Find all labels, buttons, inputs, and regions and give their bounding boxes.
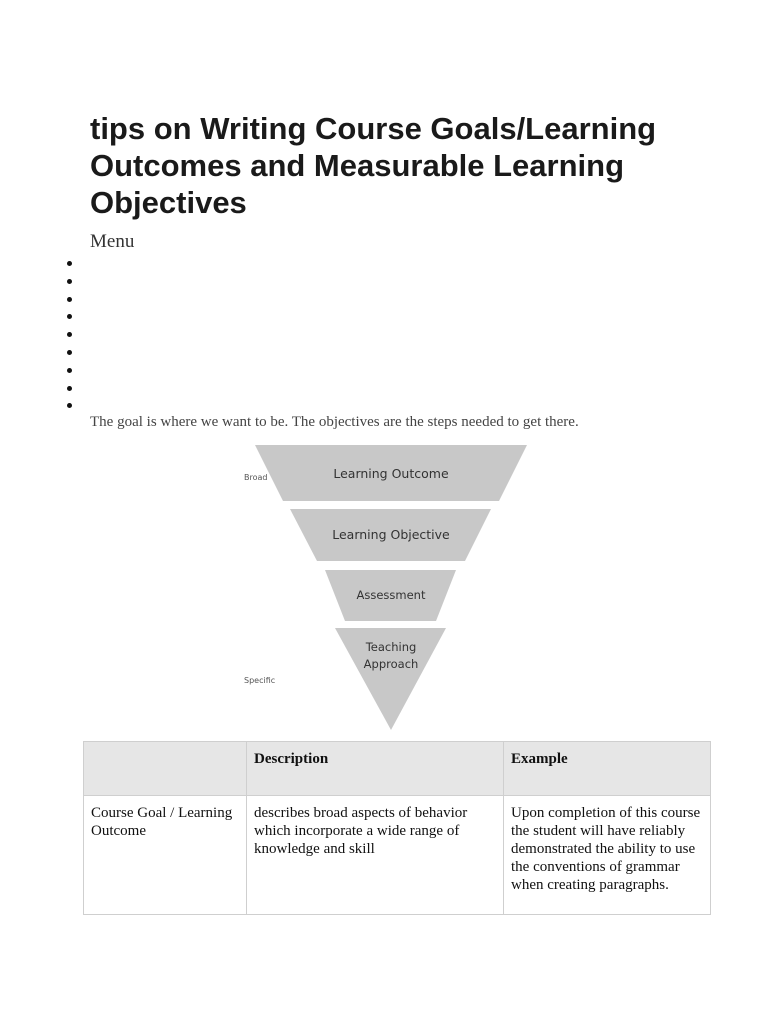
table-header-empty (84, 742, 247, 796)
menu-item[interactable] (0, 397, 80, 415)
menu-item[interactable] (0, 255, 80, 273)
menu-item[interactable] (0, 326, 80, 344)
menu-item[interactable] (0, 291, 80, 309)
menu-toggle[interactable]: Menu (90, 231, 135, 252)
menu-item[interactable] (0, 380, 80, 398)
broad-label: Broad (244, 473, 268, 482)
table-cell-description: describes broad aspects of behavior which incorporate a wide range of knowledge and skill (247, 796, 504, 915)
specific-label: Specific (244, 676, 276, 685)
level-teaching-approach-word: Teaching (365, 640, 417, 654)
table-cell-example: Upon completion of this course the student will have reliably demonstrated the ability to use the conventions of grammar when creating paragraphs. (504, 796, 711, 915)
level-learning-outcome: Learning Outcome (333, 466, 449, 481)
page-title: tips on Writing Course Goals/Learning Outcomes and Measurable Learning Objectives (90, 111, 657, 220)
menu-item[interactable] (0, 344, 80, 362)
learning-funnel-diagram (243, 443, 529, 733)
menu-item[interactable] (0, 308, 80, 326)
table-header-description: Description (247, 742, 504, 796)
level-teaching-approach-word: Approach (363, 657, 419, 671)
menu-list (0, 255, 80, 415)
table-header-example: Example (504, 742, 711, 796)
level-assessment: Assessment (356, 588, 426, 602)
intro-paragraph: The goal is where we want to be. The objectives are the steps needed to get there. (90, 414, 579, 430)
menu-item[interactable] (0, 362, 80, 380)
level-learning-objective: Learning Objective (332, 527, 450, 542)
table-row (84, 796, 711, 915)
table-header-row (84, 742, 711, 796)
objectives-table (83, 741, 711, 915)
table-cell-term: Course Goal / Learning Outcome (84, 796, 247, 915)
menu-item[interactable] (0, 273, 80, 291)
objectives-table-wrapper (83, 741, 711, 915)
